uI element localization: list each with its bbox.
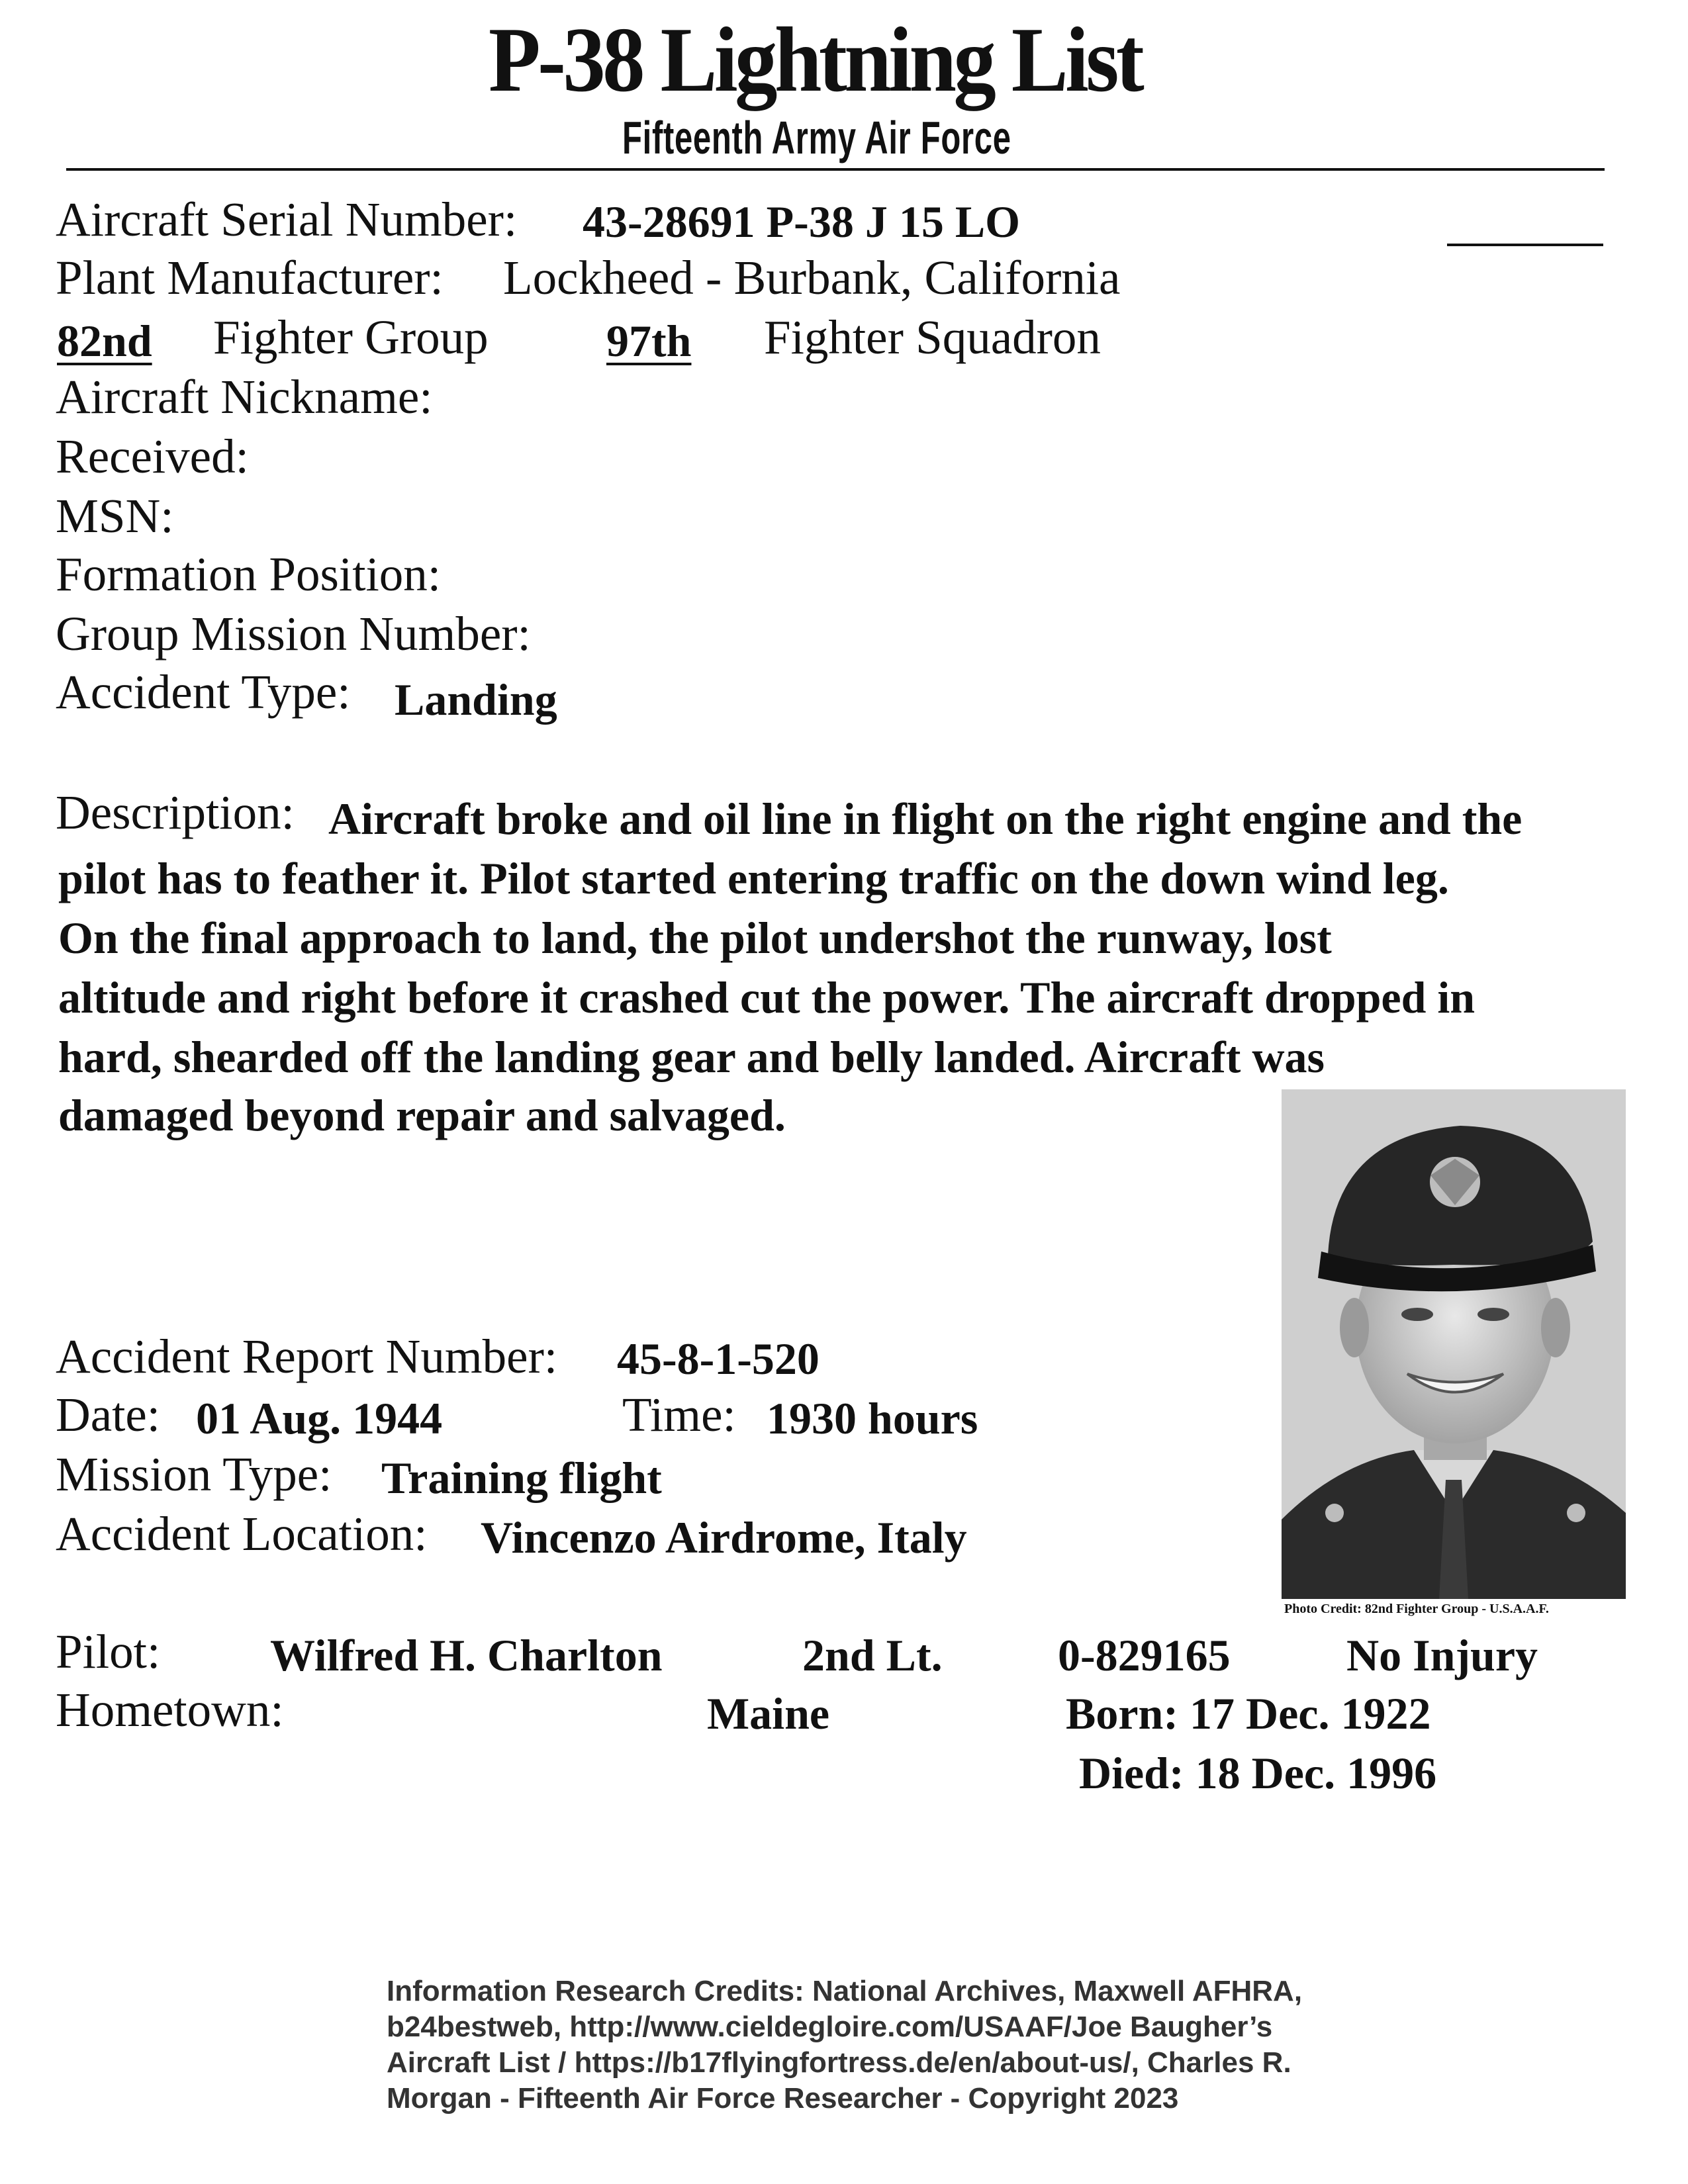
description-line: hard, shearded off the landing gear and belly landed. Aircraft was <box>58 1032 1325 1082</box>
description-line: On the final approach to land, the pilot undershot the runway, lost <box>58 913 1332 963</box>
pilot-name: Wilfred H. Charlton <box>270 1630 663 1680</box>
photo-credit: Photo Credit: 82nd Fighter Group - U.S.A.A.F. <box>1284 1602 1549 1616</box>
accident-type-label: Accident Type: <box>56 665 351 719</box>
location-label: Accident Location: <box>56 1507 428 1561</box>
footer-line: Information Research Credits: National Archives, Maxwell AFHRA, <box>387 1975 1303 2007</box>
group-label: Fighter Group <box>213 310 489 364</box>
description-label: Description: <box>56 786 295 839</box>
date-label: Date: <box>56 1388 161 1441</box>
pilot-label: Pilot: <box>56 1625 161 1678</box>
group-value: 82nd <box>57 316 152 366</box>
manufacturer-label: Plant Manufacturer: <box>56 251 444 304</box>
pilot-rank: 2nd Lt. <box>802 1630 943 1680</box>
footer-line: Morgan - Fifteenth Air Force Researcher - Copyright 2023 <box>387 2082 1179 2115</box>
nickname-label: Aircraft Nickname: <box>56 370 433 424</box>
footer-line: b24bestweb, http://www.cieldegloire.com/USAAF/Joe Baugher’s <box>387 2011 1273 2043</box>
page-title: P-38 Lightning List <box>489 9 1142 111</box>
date-value: 01 Aug. 1944 <box>196 1393 443 1443</box>
pilot-photo <box>1282 1089 1626 1599</box>
serial-label: Aircraft Serial Number: <box>56 193 518 246</box>
page-subtitle: Fifteenth Army Air Force <box>622 112 1011 163</box>
mission-type-value: Training flight <box>381 1453 662 1503</box>
description-line: damaged beyond repair and salvaged. <box>58 1090 786 1140</box>
description-line: altitude and right before it crashed cut the power. The aircraft dropped in <box>58 972 1476 1023</box>
serial-value: 43-28691 P-38 J 15 LO <box>583 197 1021 247</box>
time-label: Time: <box>622 1388 736 1441</box>
formation-label: Formation Position: <box>56 547 442 601</box>
description-line: Aircraft broke and oil line in flight on the right engine and the <box>328 794 1523 844</box>
time-value: 1930 hours <box>767 1393 978 1443</box>
header-divider <box>66 168 1605 171</box>
received-label: Received: <box>56 430 249 483</box>
description-line: pilot has to feather it. Pilot started entering traffic on the down wind leg. <box>58 853 1449 903</box>
pilot-born: Born: 17 Dec. 1922 <box>1066 1688 1431 1739</box>
report-value: 45-8-1-520 <box>617 1334 820 1384</box>
location-value: Vincenzo Airdrome, Italy <box>481 1512 967 1563</box>
pilot-portrait-image <box>1282 1089 1626 1599</box>
blank-line <box>1447 244 1603 246</box>
manufacturer-value: Lockheed - Burbank, California <box>503 251 1121 304</box>
msn-label: MSN: <box>56 489 174 543</box>
squadron-value: 97th <box>606 316 692 366</box>
group-mission-label: Group Mission Number: <box>56 607 531 660</box>
mission-type-label: Mission Type: <box>56 1447 332 1501</box>
pilot-service-number: 0-829165 <box>1058 1630 1231 1680</box>
footer-line: Aircraft List / https://b17flyingfortress.de/en/about-us/, Charles R. <box>387 2046 1291 2079</box>
squadron-label: Fighter Squadron <box>764 310 1101 364</box>
pilot-status: No Injury <box>1346 1630 1538 1680</box>
hometown-label: Hometown: <box>56 1683 284 1737</box>
pilot-died: Died: 18 Dec. 1996 <box>1079 1748 1437 1798</box>
hometown-value: Maine <box>707 1688 830 1739</box>
report-label: Accident Report Number: <box>56 1330 558 1383</box>
accident-type-value: Landing <box>395 674 557 725</box>
